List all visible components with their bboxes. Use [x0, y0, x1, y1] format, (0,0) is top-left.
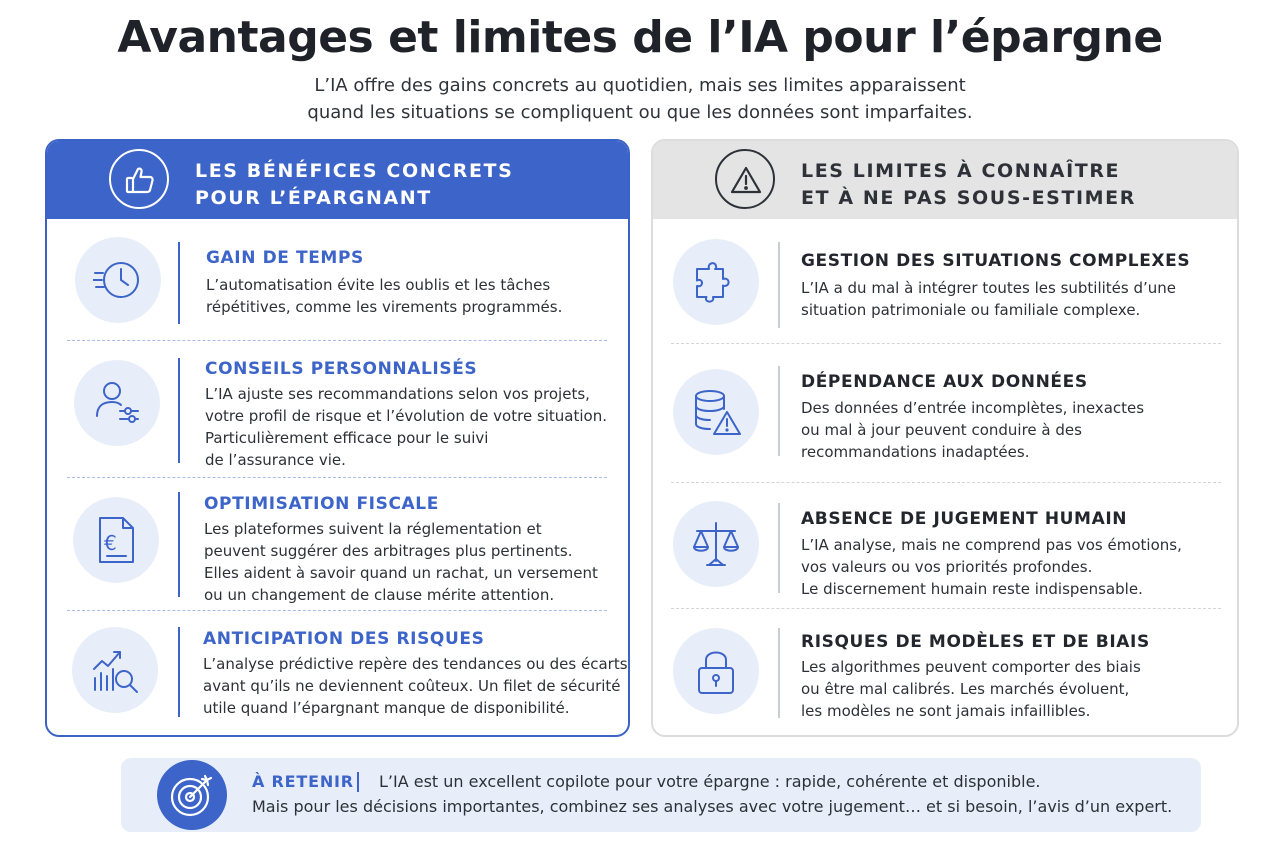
limit-title: RISQUES DE MODÈLES ET DE BIAIS: [801, 632, 1150, 652]
divider-bar: [778, 503, 780, 593]
divider-bar: [178, 242, 180, 324]
database-warning-icon: [673, 369, 759, 455]
divider-bar: [778, 242, 780, 328]
benefits-header: [47, 141, 628, 219]
takeaway-separator: [357, 772, 359, 792]
euro-document-icon: [73, 497, 159, 583]
item-separator: [67, 477, 607, 478]
chart-magnifier-icon: [72, 627, 158, 713]
benefit-text: L’analyse prédictive repère des tendances ou des écarts avant qu’ils ne deviennent coûteux. Un filet de sécurité utile quand l’épargnant manque de disponibilité.: [203, 655, 628, 717]
limit-title: GESTION DES SITUATIONS COMPLEXES: [801, 251, 1191, 271]
page-subtitle: [0, 72, 1280, 126]
divider-bar: [178, 627, 180, 717]
limit-text: L’IA a du mal à intégrer toutes les subtilités d’une situation patrimoniale ou familiale complexe.: [801, 279, 1177, 319]
item-separator: [671, 482, 1221, 483]
benefit-title: OPTIMISATION FISCALE: [204, 494, 439, 514]
subtitle-line: quand les situations se compliquent ou que les données sont imparfaites.: [307, 102, 973, 123]
scales-icon: [673, 501, 759, 587]
takeaway-label: À RETENIR: [252, 772, 354, 791]
limit-text: L’IA analyse, mais ne comprend pas vos émotions, vos valeurs ou vos priorités profondes. Le discernement humain reste indispensable.: [801, 536, 1182, 598]
benefits-heading: [195, 158, 513, 212]
target-icon: [157, 760, 227, 830]
benefit-title: ANTICIPATION DES RISQUES: [203, 629, 485, 649]
benefit-text: L’IA ajuste ses recommandations selon vos projets, votre profil de risque et l’évolution de votre situation. Particulièrement efficace pour le suivi de l’assurance vie.: [205, 385, 608, 469]
heading-line: LES LIMITES À CONNAÎTRE: [801, 160, 1121, 182]
heading-line: POUR L’ÉPARGNANT: [195, 187, 432, 209]
benefit-text: Les plateformes suivent la réglementation et peuvent suggérer des arbitrages plus pertinents. Elles aident à savoir quand un rachat, un versement ou un changement de clause mérite attention.: [204, 520, 598, 604]
limits-heading: [801, 158, 1136, 212]
thumbs-up-icon: [109, 149, 169, 209]
page-title: Avantages et limites de l’IA pour l’épargne: [117, 12, 1163, 63]
padlock-icon: [673, 628, 759, 714]
svg-text:€: €: [104, 531, 117, 555]
puzzle-icon: [673, 239, 759, 325]
limit-title: DÉPENDANCE AUX DONNÉES: [801, 372, 1088, 392]
takeaway-banner: [121, 758, 1201, 832]
divider-bar: [178, 492, 180, 597]
limits-header: [653, 141, 1237, 219]
divider-bar: [778, 628, 780, 718]
benefit-text: L’automatisation évite les oublis et les tâches répétitives, comme les virements programmés.: [206, 276, 563, 316]
benefit-title: CONSEILS PERSONNALISÉS: [205, 359, 478, 379]
item-separator: [67, 340, 607, 341]
limit-text: Des données d’entrée incomplètes, inexactes ou mal à jour peuvent conduire à des recommandations inadaptées.: [801, 399, 1145, 461]
divider-bar: [778, 366, 780, 456]
warning-icon: [715, 149, 775, 209]
limit-text: Les algorithmes peuvent comporter des biais ou être mal calibrés. Les marchés évoluent, les modèles ne sont jamais infaillibles.: [801, 658, 1141, 720]
benefits-panel: [45, 139, 630, 737]
item-separator: [671, 343, 1221, 344]
benefit-title: GAIN DE TEMPS: [206, 248, 364, 268]
subtitle-line: L’IA offre des gains concrets au quotidien, mais ses limites apparaissent: [314, 75, 966, 96]
limits-panel: [651, 139, 1239, 737]
item-separator: [671, 608, 1221, 609]
divider-bar: [178, 358, 180, 463]
item-separator: [67, 610, 607, 611]
heading-line: ET À NE PAS SOUS-ESTIMER: [801, 187, 1136, 209]
limit-title: ABSENCE DE JUGEMENT HUMAIN: [801, 509, 1128, 529]
clock-speed-icon: [75, 237, 161, 323]
takeaway-line: L’IA est un excellent copilote pour votre épargne : rapide, cohérente et disponible.: [379, 772, 1041, 791]
user-settings-icon: [74, 360, 160, 446]
takeaway-line: Mais pour les décisions importantes, combinez ses analyses avec votre jugement… et si besoin, l’avis d’un expert.: [252, 797, 1173, 816]
heading-line: LES BÉNÉFICES CONCRETS: [195, 160, 514, 182]
